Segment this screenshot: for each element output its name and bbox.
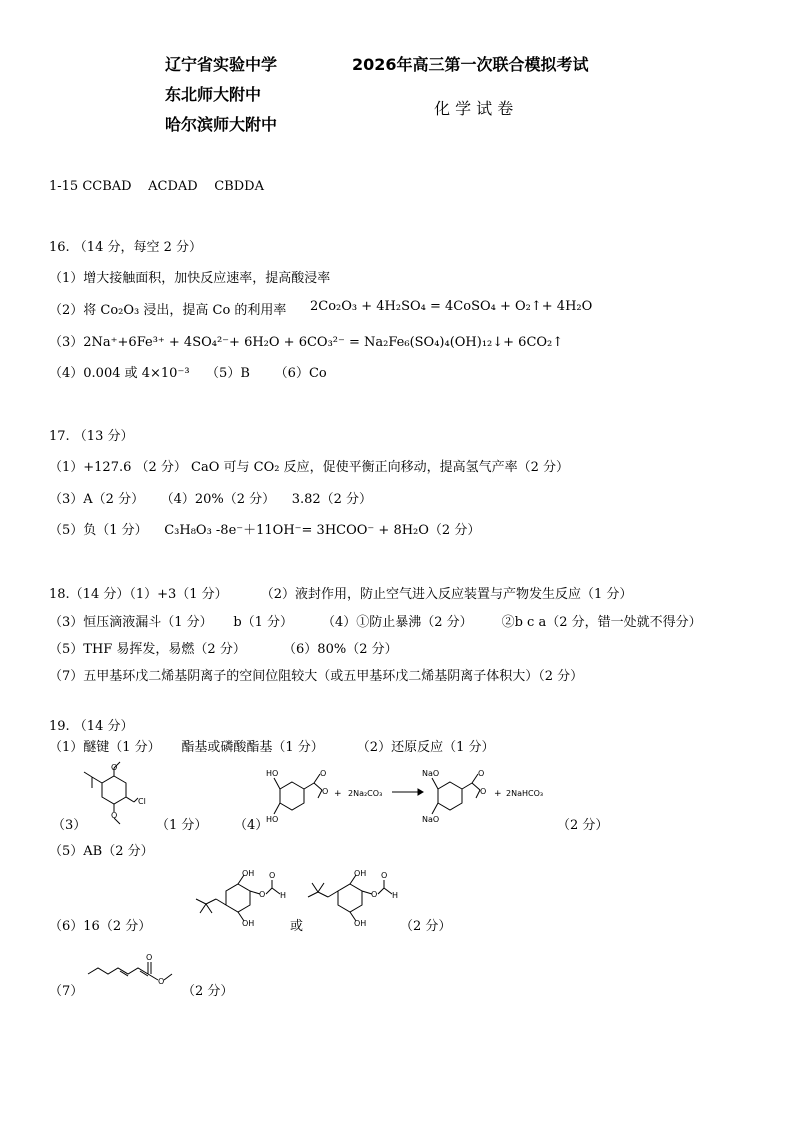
- q19-answer-5: （5）AB（2 分）: [49, 844, 154, 859]
- q19-3-chlorine: Cl: [138, 797, 146, 806]
- q19-7-carbonyl-o: O: [146, 953, 153, 962]
- q17-answer-3-4: （3）A（2 分） （4）20%（2 分） 3.82（2 分）: [49, 492, 373, 507]
- q16-answer-3: （3）2Na⁺+6Fe³⁺ + 4SO₄²⁻+ 6H₂O + 6CO₃²⁻ = Na₂Fe₆(SO₄)₄(OH)₁₂↓+ 6CO₂↑: [49, 335, 564, 350]
- q17-answer-1: （1）+127.6 （2 分） CaO 可与 CO₂ 反应，促使平衡正向移动，提高氢气产率（2 分）: [49, 460, 570, 475]
- q19-6b-ester-o: O: [371, 890, 378, 899]
- q19-4-ester-o: O: [322, 787, 329, 796]
- q19-7-ester-o: O: [158, 977, 165, 986]
- q19-6-score: （2 分）: [400, 919, 452, 934]
- subject-title: 化 学 试 卷: [434, 99, 514, 118]
- q16-title: 16. （14 分，每空 2 分）: [49, 240, 203, 255]
- q19-6b-carbonyl-o: O: [381, 871, 388, 880]
- q19-3-oxygen-bottom: O: [111, 811, 118, 820]
- q19-answer-1-2: （1）醚键（1 分） 酯基或磷酸酯基（1 分） （2）还原反应（1 分）: [49, 740, 495, 755]
- q19-6-label: （6）16（2 分）: [49, 919, 152, 934]
- q19-6-or: 或: [290, 919, 304, 934]
- q19-4-label: （4）: [234, 818, 269, 833]
- q19-4-score: （2 分）: [557, 818, 609, 833]
- q19-4-plus-2: +: [494, 789, 502, 799]
- q19-3-oxygen-top: O: [111, 763, 118, 772]
- q19-6-structure-a: [182, 866, 292, 928]
- q16-answer-2: （2）将 Co₂O₃ 浸出，提高 Co 的利用率: [49, 303, 287, 318]
- q19-6b-h: H: [392, 891, 399, 900]
- q19-6a-ester-o: O: [259, 890, 266, 899]
- exam-title: 2026年高三第一次联合模拟考试: [352, 55, 589, 74]
- school-name-1: 辽宁省实验中学: [165, 55, 278, 74]
- q19-4-nao-top: NaO: [422, 769, 440, 778]
- q19-4-nao-bottom: NaO: [422, 815, 440, 824]
- q19-title: 19. （14 分）: [49, 719, 134, 734]
- q19-4-carbonyl-o: O: [320, 769, 327, 778]
- q19-6b-oh-bottom: OH: [354, 919, 367, 928]
- q19-4-product-ester-o: O: [480, 787, 487, 796]
- q18-line-2: （3）恒压滴液漏斗（1 分） b（1 分） （4）①防止暴沸（2 分） ②b c a（2 分，错一处就不得分）: [49, 615, 702, 630]
- q17-answer-5: （5）负（1 分） C₃H₈O₃ -8e⁻＋11OH⁻= 3HCOO⁻ + 8H₂O（2 分）: [49, 523, 481, 538]
- mc-answers: 1-15 CCBAD ACDAD CBDDA: [49, 179, 264, 194]
- q19-4-ho-bottom: HO: [266, 815, 279, 824]
- q17-title: 17. （13 分）: [49, 429, 134, 444]
- q19-6a-oh-top: OH: [242, 869, 255, 878]
- q16-answer-2-equation: 2Co₂O₃ + 4H₂SO₄ = 4CoSO₄ + O₂↑+ 4H₂O: [310, 299, 593, 314]
- q19-7-score: （2 分）: [182, 984, 234, 999]
- q16-answer-1: （1）增大接触面积，加快反应速率，提高酸浸率: [49, 271, 331, 286]
- q19-6a-carbonyl-o: O: [269, 871, 276, 880]
- q19-3-score: （1 分）: [156, 818, 208, 833]
- q18-line-3: （5）THF 易挥发，易燃（2 分） （6）80%（2 分）: [49, 642, 398, 657]
- q19-7-label: （7）: [49, 984, 84, 999]
- q19-6a-oh-bottom: OH: [242, 919, 255, 928]
- q19-7-structure: [84, 952, 184, 992]
- q18-line-1: 18.（14 分）（1）+3（1 分） （2）液封作用，防止空气进入反应装置与产物发生反应（1 分）: [49, 587, 633, 602]
- q19-6b-oh-top: OH: [354, 869, 367, 878]
- q19-4-product-carbonyl-o: O: [478, 769, 485, 778]
- school-name-2: 东北师大附中: [165, 85, 262, 104]
- q16-answer-4-6: （4）0.004 或 4×10⁻³ （5）B （6）Co: [49, 366, 327, 381]
- q19-4-product: 2NaHCO₃: [506, 789, 544, 798]
- q19-3-label: （3）: [52, 818, 87, 833]
- q19-4-reaction: [262, 760, 552, 830]
- q19-6a-h: H: [280, 891, 287, 900]
- q19-6-structure-b: [300, 866, 410, 928]
- school-name-3: 哈尔滨师大附中: [165, 115, 278, 134]
- q19-4-ho-top: HO: [266, 769, 279, 778]
- q19-3-structure: [76, 758, 156, 830]
- q19-4-reagent: 2Na₂CO₃: [348, 789, 383, 798]
- q19-4-plus-1: +: [334, 789, 342, 799]
- q18-line-4: （7）五甲基环戊二烯基阴离子的空间位阻较大（或五甲基环戊二烯基阴离子体积大）（2 分）: [49, 669, 584, 684]
